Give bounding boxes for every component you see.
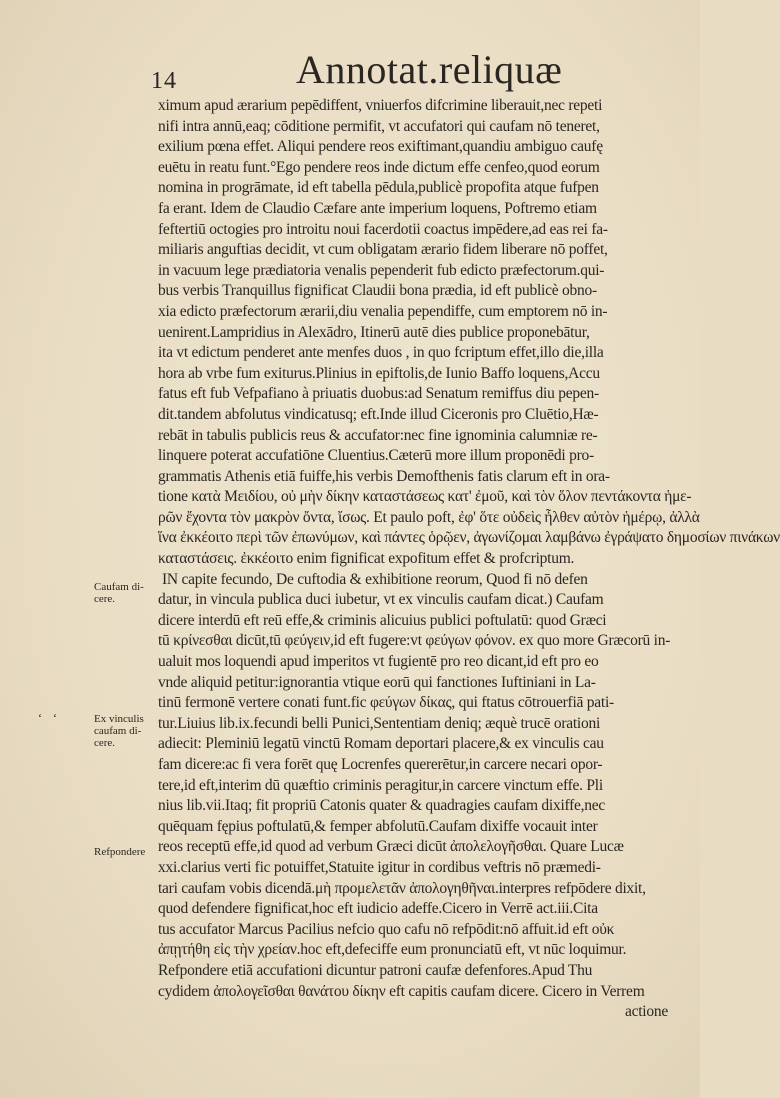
text-line: tur.Liuius lib.ix.fecundi belli Punici,Sententiam deniq; æquè trucē orationi <box>158 714 601 732</box>
text-line: tū κρίνεσθαι dicūt,tū φεύγειν,id eft fugere:vt φεύγων φόνον. ex quo more Græcorū in- <box>158 632 671 650</box>
text-line: nomina in progrāmate, id eft tabella pēdula,publicè propofita atque fufpen <box>158 179 599 197</box>
text-line: ita vt edictum penderet ante menfes duos , in quo fcriptum effet,illo die,illa <box>158 344 604 362</box>
page-number: 14 <box>151 68 177 94</box>
text-line: tus accufator Marcus Pacilius nefcio quo cafu nō refpōdit:nō affuit.id eft οὐκ <box>158 920 615 938</box>
text-line: fam dicere:ac fi vera forēt quę Locrenfes quererētur,in carcere necari opor- <box>158 756 603 773</box>
text-line: bus verbis Tranquillus fignificat Claudii bona prædia, id eft publicè obno- <box>158 282 597 300</box>
text-line: miliaris anguftias decidit, vt cum obligatam ærario fidem liberare nō poffet, <box>158 241 608 259</box>
text-line: feftertiū octogies pro introitu noui facerdotii coactus impēdere,ad eas rei fa- <box>158 220 608 238</box>
text-line: grammatis Athenis etiā fuiffe,his verbis Demofthenis fatis clarum eft in ora- <box>158 467 610 485</box>
text-line: nifi intra annū,eaq; cōditione permifit, vt accufatori qui caufam nō teneret, <box>158 117 600 135</box>
text-line: tere,id eft,interim dū quæftio criminis peragitur,in carcere vinctum effe. Pli <box>158 776 603 794</box>
margin-note-respondere: Refpondere <box>94 846 146 858</box>
text-line: IN capite fecundo, De cuftodia & exhibitione reorum, Quod fi nō defen <box>162 570 588 588</box>
text-line: cydidem ἀπολογεῖσθαι θανάτου δίκην eft capitis caufam dicere. Cicero in Verrem <box>158 982 645 1000</box>
margin-note-causam-dicere: Caufam di- cere. <box>94 581 144 605</box>
text-line: adiecit: Pleminiū legatū vinctū Romam deportari placere,& ex vinculis cau <box>158 735 604 753</box>
text-line: xxi.clarius verti fic potuiffet,Statuite igitur in cordibus veftris nō præmedi- <box>158 858 601 876</box>
text-line: quod defendere fignificat,hoc eft iudicio adeffe.Cicero in Verrē act.iii.Cita <box>158 900 598 918</box>
text-line: xia edicto præfectorum ærarii,diu venalia pependiffe, cum emptorem nō in- <box>158 302 608 320</box>
text-line: ἀπῃτήθη εἰς τὴν χρείαν.hoc eft,defeciffe eum pronunciatū eft, vt nūc loquimur. <box>158 941 627 959</box>
body-text <box>158 96 780 1023</box>
text-line: linquere poterat accufatiōne Cluentius.Cæterū more illum proponēdi pro- <box>158 447 594 465</box>
text-line: quēquam fępius poftulatū,& femper abfolutū.Caufam dixiffe vocauit inter <box>158 817 598 835</box>
text-line: uenirent.Lampridius in Alexādro, Itinerū autē dies publice proponebātur, <box>158 323 590 341</box>
text-line: Refpondere etiā accufationi dicuntur patroni caufæ defenfores.Apud Thu <box>158 961 593 979</box>
catchword: actione <box>624 1003 668 1021</box>
text-line: καταστάσεις. ἐκκέοιτο enim fignificat expofitum effet & profcriptum. <box>158 550 575 568</box>
text-line: vnde aliquid petitur:ignorantia vtique eorū qui fanctiones Iuftiniani in La- <box>158 673 596 691</box>
marginal-mark: ‘ ‘ <box>38 711 61 725</box>
text-line: fa erant. Idem de Claudio Cæfare ante imperium loquens, Poftremo etiam <box>158 199 597 217</box>
text-line: ρῶν ἔχοντα τὸν μακρὸν ὄντα, ἴσως. Et paulo poft, ἐφ' ὅτε οὐδεὶς ἦλθεν αὐτὸν ἡμέρῳ, ἀλλὰ <box>158 508 700 526</box>
text-line: tari caufam vobis dicendā.μὴ προμελετᾶν ἀπολογηθῆναι.interpres refpōdere dixit, <box>158 879 646 897</box>
text-line: datur, in vincula publica duci iubetur, vt ex vinculis caufam dicat.) Caufam <box>158 591 604 609</box>
text-line: reos receptū effe,id quod ad verbum Græci dicūt ἀπολελογῆσθαι. Quare Lucæ <box>158 838 624 856</box>
text-line: in vacuum lege prædiatoria venalis pependerit fub edicto præfectorum.qui- <box>158 261 605 279</box>
text-line: exilium pœna effet. Aliqui pendere reos exiftimant,quandiu ambiguo caufę <box>158 138 603 156</box>
text-line: ualuit mos loquendi apud imperitos vt fugientē pro reo dicant,id eft pro eo <box>158 653 599 671</box>
text-line: nius lib.vii.Itaq; fit propriū Catonis quater & quadragies caufam dixiffe,nec <box>158 797 606 815</box>
text-line: fatus eft fub Vefpafiano à priuatis duobus:ad Senatum remiffus diu pepen- <box>158 385 599 403</box>
text-line: tione κατὰ Μειδίου, οὐ μὴν δίκην καταστάσεως κατ' ἐμοῦ, καὶ τὸν ὅλον πεντάκοντα ἡμε- <box>158 488 692 506</box>
text-line: euētu in reatu funt.°Ego pendere reos inde dictum effe cenfeo,quod eorum <box>158 158 600 176</box>
text-line: rebāt in tabulis publicis reus & accufator:nec fine ignominia calumniæ re- <box>158 426 598 444</box>
text-line: ἵνα ἐκκέοιτο περὶ τῶν ἐπωνύμων, καὶ πάντες ὁρῷεν, ἀγωνίζομαι λαμβάνω ἐγράψατο δημοσίων πινάκων <box>158 529 780 547</box>
text-line: ximum apud ærarium pepēdiffent, vniuerfos difcrimine liberauit,nec repeti <box>158 97 603 114</box>
margin-note-ex-vinculis: Ex vinculis caufam di- cere. <box>94 713 144 749</box>
text-line: dicere interdū eft reū effe,& criminis alicuius publici poftulatū: quod Græci <box>158 611 607 629</box>
text-line: tinū fermonē vertere conati funt.fic φεύγων δίκας, qui ftatus cōtrouerfiā pati- <box>158 694 614 712</box>
text-line: hora ab vrbe fum exiturus.Plinius in epiftolis,de Iunio Baffo loquens,Accu <box>158 364 600 382</box>
running-title: Annotat.reliquæ <box>296 47 563 92</box>
text-line: dit.tandem abfolutus vindicatusq; eft.Inde illud Ciceronis pro Cluētio,Hæ- <box>158 405 599 423</box>
